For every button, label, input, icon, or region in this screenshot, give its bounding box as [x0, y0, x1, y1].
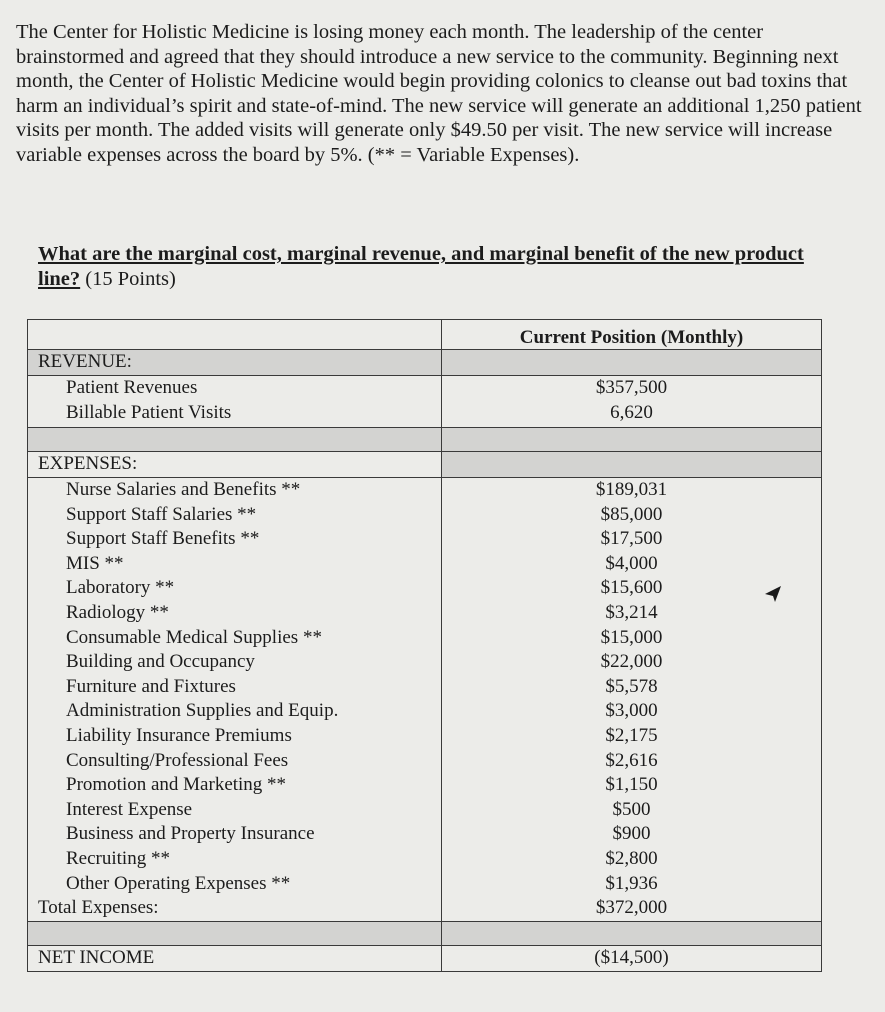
- revenue-value: 6,620: [610, 401, 653, 423]
- expense-value: $4,000: [605, 552, 658, 574]
- expense-value: $2,800: [605, 847, 658, 869]
- financial-table: [27, 319, 821, 972]
- column-header-cell: [442, 320, 822, 350]
- spacer-cell: [442, 428, 822, 452]
- expense-values-cell: [442, 478, 822, 922]
- total-expenses-value: $372,000: [595, 897, 668, 919]
- expense-label: Promotion and Marketing **: [66, 774, 287, 796]
- expense-value: $3,214: [605, 601, 658, 623]
- net-income-value: ($14,500): [594, 946, 669, 968]
- expense-label: Administration Supplies and Equip.: [66, 700, 339, 722]
- spacer-cell: [442, 921, 822, 945]
- question-main: What are the marginal cost, marginal revenue, and marginal benefit of the new product line?: [38, 243, 804, 290]
- expense-label: Building and Occupancy: [66, 651, 255, 673]
- mouse-cursor-icon: [762, 583, 784, 605]
- expense-value: $900: [612, 823, 651, 845]
- net-income-label: NET INCOME: [38, 946, 155, 968]
- revenue-values-cell: [442, 376, 822, 428]
- net-income-value-cell: [442, 945, 822, 971]
- spacer-cell: [28, 428, 442, 452]
- revenue-label: Patient Revenues: [66, 377, 198, 398]
- revenue-heading-value-cell: [442, 350, 822, 376]
- revenue-heading: REVENUE:: [38, 351, 132, 372]
- expenses-heading-cell: [28, 452, 442, 478]
- expense-label: Business and Property Insurance: [66, 823, 315, 845]
- revenue-labels-cell: [28, 376, 442, 428]
- question-prompt: [38, 242, 838, 292]
- total-expenses-label: Total Expenses:: [38, 897, 159, 919]
- expense-value: $2,616: [605, 749, 658, 771]
- expense-value: $189,031: [595, 479, 668, 500]
- expense-label: Consulting/Professional Fees: [66, 749, 289, 771]
- expense-value: $3,000: [605, 700, 658, 722]
- expense-value: $22,000: [600, 651, 663, 673]
- expense-label: Radiology **: [66, 601, 169, 623]
- expense-label: Support Staff Salaries **: [66, 503, 257, 525]
- net-income-label-cell: [28, 945, 442, 971]
- expense-label: Support Staff Benefits **: [66, 528, 260, 550]
- spacer-cell: [28, 921, 442, 945]
- problem-statement: The Center for Holistic Medicine is losing money each month. The leadership of the center brainstormed and agreed that they should introduce a new service to the community. Beginning next month, the Center of Holistic Medicine would begin providing colonics to cleanse out bad toxins that harm an individual’s spirit and state-of-mind. The new service will generate an additional 1,250 patient visits per month. The added visits will generate only $49.50 per visit. The new service will increase variable expenses across the board by 5%. (** = Variable Expenses).: [16, 21, 862, 166]
- column-header: Current Position (Monthly): [519, 327, 744, 348]
- expense-label: Consumable Medical Supplies **: [66, 626, 322, 648]
- expense-value: $1,150: [605, 774, 658, 796]
- expense-label: Interest Expense: [66, 798, 193, 820]
- revenue-value: $357,500: [595, 377, 668, 398]
- header-label-cell: [28, 320, 442, 350]
- revenue-heading-cell: [28, 350, 442, 376]
- expense-label: Laboratory **: [66, 577, 175, 599]
- expense-label: Nurse Salaries and Benefits **: [66, 479, 301, 500]
- expense-value: $85,000: [600, 503, 663, 525]
- revenue-label: Billable Patient Visits: [66, 401, 232, 423]
- expense-value: $5,578: [605, 675, 658, 697]
- expense-label: Recruiting **: [66, 847, 170, 869]
- expense-value: $500: [612, 798, 651, 820]
- expense-label: Other Operating Expenses **: [66, 872, 291, 894]
- expense-value: $17,500: [600, 528, 663, 550]
- expense-label: MIS **: [66, 552, 124, 574]
- expense-value: $1,936: [605, 872, 658, 894]
- expense-label: Liability Insurance Premiums: [66, 724, 292, 746]
- expense-labels-cell: [28, 478, 442, 922]
- expenses-heading-value-cell: [442, 452, 822, 478]
- expenses-heading: EXPENSES:: [38, 453, 138, 474]
- expense-value: $15,000: [600, 626, 663, 648]
- expense-label: Furniture and Fixtures: [66, 675, 236, 697]
- question-points: (15 Points): [80, 268, 176, 290]
- expense-value: $2,175: [605, 724, 658, 746]
- expense-value: $15,600: [600, 577, 663, 599]
